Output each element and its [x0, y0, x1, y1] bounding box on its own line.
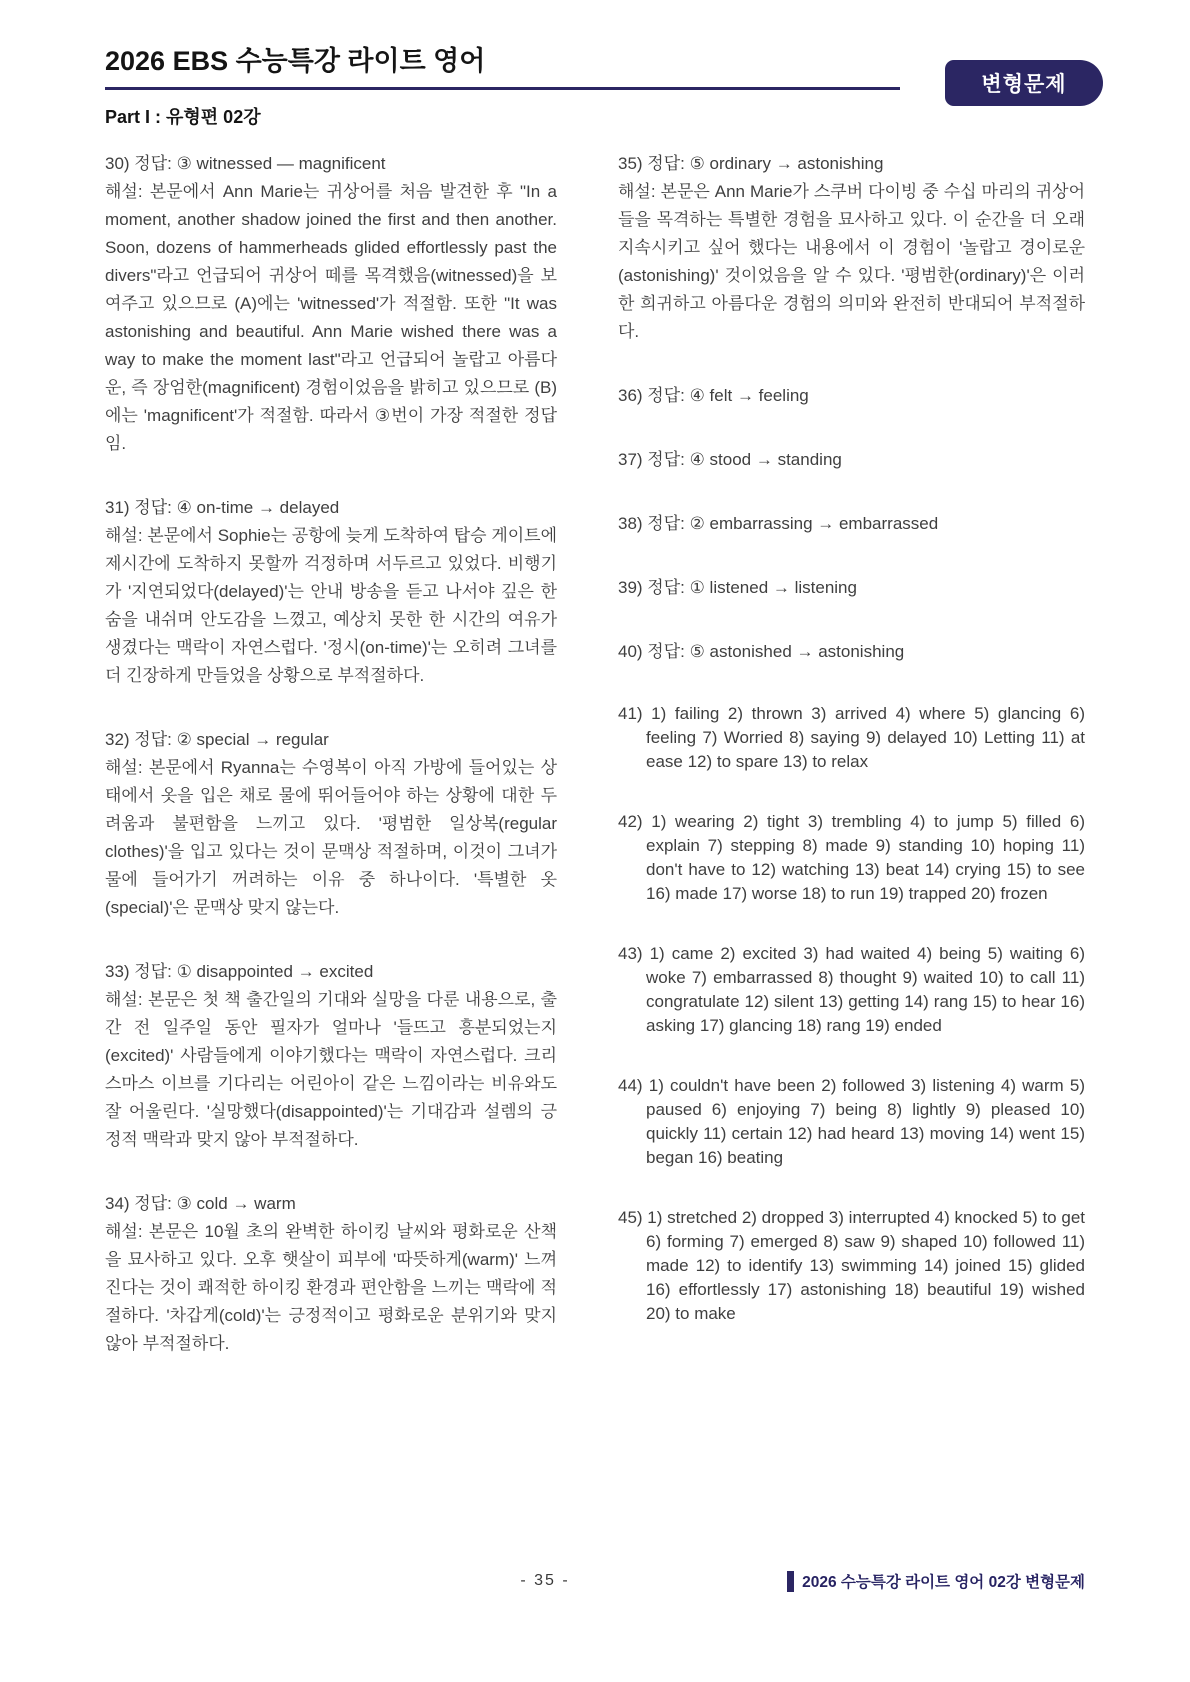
right-column: [618, 150, 1085, 1362]
page-header: [105, 44, 1103, 129]
answer-line: 31) 정답: ④ on-time → delayed: [105, 498, 340, 517]
part-subtitle: Part I : 유형편 02강: [105, 107, 261, 127]
answer-line: 37) 정답: ④ stood → standing: [618, 450, 842, 469]
answer-explanation: 해설: 본문에서 Ryanna는 수영복이 아직 가방에 들어있는 상태에서 옷을 입은 채로 물에 뛰어들어야 하는 상황에 대한 두려움과 불편함을 느끼고 있다. '평범한 일상복(regular clothes)'을 입고 있다는 것이 문맥상 적절하며, 이것이 그녀가 물에 들어가기 꺼려하는 이유 중 하나이다. '특별한 옷(special)'은 문맥상 맞지 않는다.: [105, 758, 557, 917]
answer-line: 33) 정답: ① disappointed → excited: [105, 962, 374, 981]
left-column: [105, 150, 557, 1394]
answer-explanation: 해설: 본문에서 Ann Marie는 귀상어를 처음 발견한 후 "In a moment, another shadow joined the first and then another. Soon, dozens of hammerheads glided effortlessly past the divers"라고 언급되어 귀상어 떼를 목격했음(witnessed)을 보여주고 있으므로 (A)에는 'witnessed'가 적절함. 또한 "It was astonishing and beautiful. Ann Marie wished there was a way to make the moment last"라고 언급되어 놀랍고 아름다운, 즉 장엄한(magnificent) 경험이었음을 밝히고 있으므로 (B)에는 'magnificent'가 적절함. 따라서 ③번이 가장 적절한 정답임.: [105, 182, 557, 453]
answer-item-33: [105, 958, 557, 1154]
answer-item-44: [618, 1074, 1085, 1170]
answer-item-45: [618, 1206, 1085, 1326]
answer-explanation: 해설: 본문은 10월 초의 완벽한 하이킹 날씨와 평화로운 산책을 묘사하고 있다. 오후 햇살이 피부에 '따뜻하게(warm)' 느껴진다는 것이 쾌적한 하이킹 환경과 편안함을 느끼는 맥락에 적절하다. '차갑게(cold)'는 긍정적이고 평화로운 분위기와 맞지 않아 부적절하다.: [105, 1222, 557, 1353]
answer-item-38: [618, 510, 1085, 538]
answer-item-37: [618, 446, 1085, 474]
answer-item-34: [105, 1190, 557, 1358]
answer-line: 39) 정답: ① listened → listening: [618, 578, 857, 597]
answer-line: 38) 정답: ② embarrassing → embarrassed: [618, 514, 939, 533]
answer-line: 42) 1) wearing 2) tight 3) trembling 4) to jump 5) filled 6) explain 7) stepping 8) made 9) standing 10) hoping 11) don't have to 12) watching 13) beat 14) crying 15) to see 16) made 17) worse 18) to run 19) trapped 20) frozen: [618, 812, 1085, 903]
answer-explanation: 해설: 본문에서 Sophie는 공항에 늦게 도착하여 탑승 게이트에 제시간에 도착하지 못할까 걱정하며 서두르고 있었다. 비행기가 '지연되었다(delayed)'는 안내 방송을 듣고 나서야 깊은 한숨을 내쉬며 안도감을 느꼈고, 예상치 못한 한 시간의 여유가 생겼다는 맥락이 자연스럽다. '정시(on-time)'는 오히려 그녀를 더 긴장하게 만들었을 상황으로 부적절하다.: [105, 526, 558, 685]
answer-item-43: [618, 942, 1085, 1038]
answer-line: 45) 1) stretched 2) dropped 3) interrupted 4) knocked 5) to get 6) forming 7) emerged 8) saw 9) shaped 10) followed 11) made 12) to identify 13) swimming 14) joined 15) glided 16) effortlessly 17) astonishing 18) beautiful 19) wished 20) to make: [618, 1208, 1085, 1323]
answer-explanation: 해설: 본문은 Ann Marie가 스쿠버 다이빙 중 수십 마리의 귀상어들을 목격하는 특별한 경험을 묘사하고 있다. 이 순간을 더 오래 지속시키고 싶어 했다는 내용에서 이 경험이 '놀랍고 경이로운(astonishing)' 것이었음을 알 수 있다. '평범한(ordinary)'은 이러한 희귀하고 아름다운 경험의 의미와 완전히 반대되어 부적절하다.: [618, 182, 1085, 341]
answer-line: 44) 1) couldn't have been 2) followed 3) listening 4) warm 5) paused 6) enjoying 7) being 8) lightly 9) pleased 10) quickly 11) certain 12) had heard 13) moving 14) went 15) began 16) beating: [618, 1076, 1085, 1167]
answer-item-32: [105, 726, 557, 922]
answer-line: 36) 정답: ④ felt → feeling: [618, 386, 809, 405]
page-footer: [105, 1572, 1085, 1598]
answer-item-30: [105, 150, 557, 458]
answer-item-39: [618, 574, 1085, 602]
answer-item-41: [618, 702, 1085, 774]
answer-item-36: [618, 382, 1085, 410]
answer-line: 32) 정답: ② special → regular: [105, 730, 329, 749]
answer-line: 41) 1) failing 2) thrown 3) arrived 4) where 5) glancing 6) feeling 7) Worried 8) saying 9) delayed 10) Letting 11) at ease 12) to spare 13) to relax: [618, 704, 1085, 771]
answer-line: 35) 정답: ⑤ ordinary → astonishing: [618, 154, 884, 173]
answer-line: 40) 정답: ⑤ astonished → astonishing: [618, 642, 905, 661]
answer-item-35: [618, 150, 1085, 346]
answer-item-31: [105, 494, 557, 690]
answer-item-40: [618, 638, 1085, 666]
answer-item-42: [618, 810, 1085, 906]
variant-problem-badge: 변형문제: [945, 60, 1103, 106]
document-title: 2026 EBS 수능특강 라이트 영어: [105, 46, 486, 76]
answer-line: 43) 1) came 2) excited 3) had waited 4) being 5) waiting 6) woke 7) embarrassed 8) thought 9) waited 10) to call 11) congratulate 12) silent 13) getting 14) rang 15) to hear 16) asking 17) glancing 18) rang 19) ended: [618, 944, 1085, 1035]
page-number: - 35 -: [520, 1572, 570, 1589]
answer-line: 30) 정답: ③ witnessed — magnificent: [105, 154, 386, 173]
footer-caption: [787, 1570, 1085, 1592]
title-underline: [105, 87, 900, 90]
footer-bar-icon: [787, 1571, 794, 1592]
footer-caption-text: 2026 수능특강 라이트 영어 02강 변형문제: [802, 1574, 1085, 1591]
answer-explanation: 해설: 본문은 첫 책 출간일의 기대와 실망을 다룬 내용으로, 출간 전 일주일 동안 필자가 얼마나 '들뜨고 흥분되었는지(excited)' 사람들에게 이야기했다는 맥락이 자연스럽다. 크리스마스 이브를 기다리는 어린아이 같은 느낌이라는 비유와도 잘 어울린다. '실망했다(disappointed)'는 기대감과 설렘의 긍정적 맥락과 맞지 않아 부적절하다.: [105, 990, 557, 1149]
answer-line: 34) 정답: ③ cold → warm: [105, 1194, 296, 1213]
